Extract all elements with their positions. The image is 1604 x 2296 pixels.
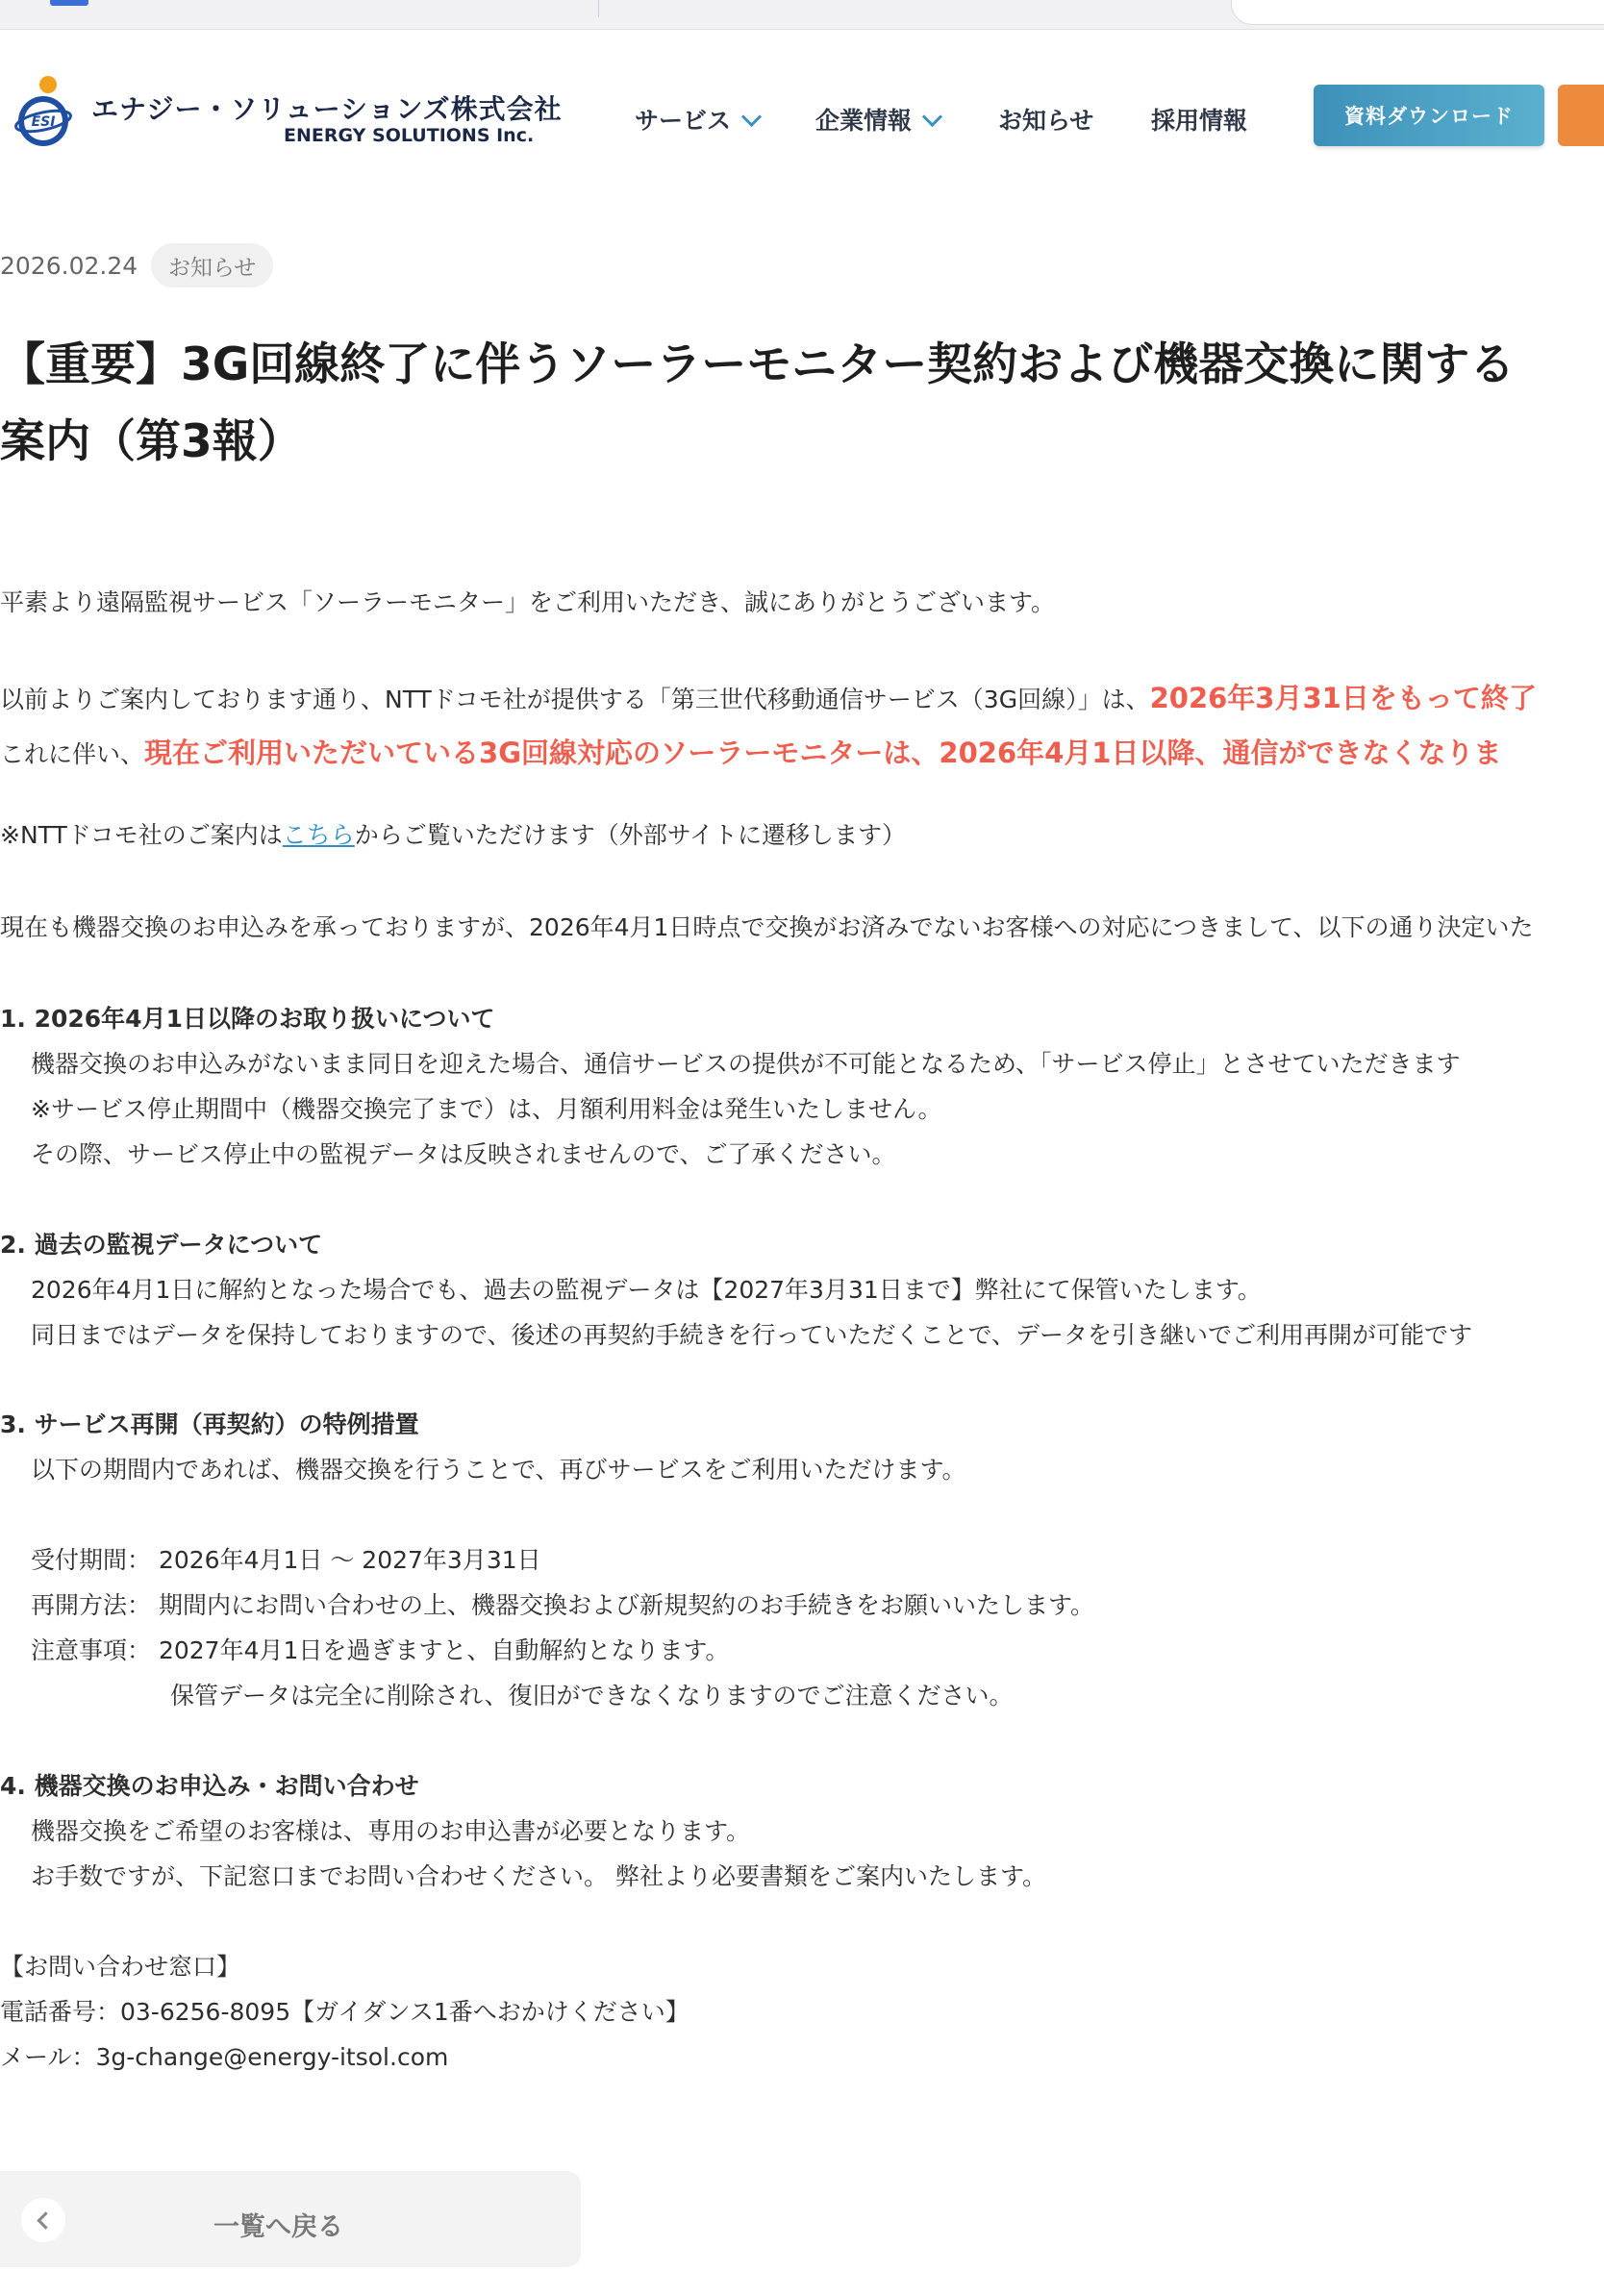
docomo-info-link[interactable]: こちら bbox=[282, 821, 355, 849]
text: 以前よりご案内しております通り、NTTドコモ社が提供する「第三世代移動通信サービス（3G回線）」は、 bbox=[0, 686, 1150, 713]
section-heading: 4. 機器交換のお申込み・お問い合わせ bbox=[0, 1772, 419, 1800]
field-value: 保管データは完全に削除され、復旧ができなくなりますのでご注意ください。 bbox=[170, 1682, 1014, 1710]
text: からご覧いただけます（外部サイトに遷移します） bbox=[354, 821, 907, 849]
nav-label: お知らせ bbox=[998, 107, 1094, 135]
field-label: 再開方法： bbox=[31, 1591, 152, 1619]
nav-label: サービス bbox=[635, 107, 732, 135]
download-materials-button[interactable]: 資料ダウンロード bbox=[1314, 85, 1544, 146]
chevron-down-icon bbox=[922, 106, 942, 126]
browser-tab-strip bbox=[0, 0, 1604, 30]
field-label: 受付期間： bbox=[31, 1546, 152, 1574]
nav-label: 採用情報 bbox=[1151, 107, 1248, 135]
paragraph bbox=[0, 820, 906, 851]
back-arrow-icon bbox=[21, 2198, 65, 2242]
active-tab-indicator[interactable] bbox=[50, 0, 88, 6]
highlight-text: 2026年3月31日をもって終了 bbox=[1149, 682, 1537, 714]
section-text: その際、サービス停止中の監視データは反映されませんので、ご了承ください。 bbox=[31, 1140, 896, 1168]
contact-button[interactable] bbox=[1558, 85, 1604, 146]
chevron-down-icon bbox=[741, 106, 762, 126]
section-text: 同日まではデータを保持しておりますので、後述の再契約手続きを行っていただくことで、データを引き継いでご利用再開が可能です bbox=[31, 1321, 1473, 1349]
paragraph: 現在も機器交換のお申込みを承っておりますが、2026年4月1日時点で交換がお済みでないお客様への対応につきまして、以下の通り決定いた bbox=[0, 913, 1534, 941]
title-line: 案内（第3報） bbox=[0, 415, 303, 468]
text: ※NTTドコモ社のご案内は bbox=[0, 821, 283, 849]
section-text: 2026年4月1日に解約となった場合でも、過去の監視データは【2027年3月31日まで】弊社にて保管いたします。 bbox=[31, 1276, 1262, 1304]
nav-item-services[interactable] bbox=[635, 102, 759, 137]
nav-item-company[interactable] bbox=[815, 102, 940, 137]
paragraph: 平素より遠隔監視サービス「ソーラーモニター」をご利用いただき、誠にありがとうございます。 bbox=[0, 588, 1056, 616]
contact-heading: 【お問い合わせ窓口】 bbox=[0, 1953, 241, 1981]
contact-email: メール：3g-change@energy-itsol.com bbox=[0, 2043, 449, 2071]
contact-phone: 電話番号：03-6256-8095【ガイダンス1番へおかけください】 bbox=[0, 1998, 689, 2026]
category-label: お知らせ bbox=[168, 255, 257, 281]
tab-divider bbox=[598, 0, 599, 17]
svg-text:ESI: ESI bbox=[31, 114, 56, 130]
section-text: 機器交換をご希望のお客様は、専用のお申込書が必要となります。 bbox=[31, 1817, 751, 1845]
section-heading: 2. 過去の監視データについて bbox=[0, 1231, 323, 1259]
section-heading: 1. 2026年4月1日以降のお取り扱いについて bbox=[0, 1005, 495, 1033]
nav-label: 企業情報 bbox=[815, 107, 913, 135]
label-row bbox=[31, 1590, 1094, 1621]
field-value: 2026年4月1日 〜 2027年3月31日 bbox=[158, 1546, 541, 1574]
page-title bbox=[0, 327, 1604, 481]
field-value: 期間内にお問い合わせの上、機器交換および新規契約のお手続きをお願いいたします。 bbox=[158, 1591, 1094, 1619]
paragraph bbox=[0, 683, 1537, 715]
company-name-jp[interactable]: エナジー・ソリューションズ株式会社 bbox=[91, 93, 563, 125]
nav-item-recruit[interactable] bbox=[1151, 102, 1247, 137]
label-row bbox=[31, 1545, 541, 1576]
highlight-text: 現在ご利用いただいている3G回線対応のソーラーモニターは、2026年4月1日以降、通信ができなくなりま bbox=[144, 736, 1502, 769]
site-header bbox=[0, 29, 1604, 183]
title-line: 【重要】3G回線終了に伴うソーラーモニター契約および機器交換に関する bbox=[0, 338, 1516, 391]
section-text: 機器交換のお申込みがないまま同日を迎えた場合、通信サービスの提供が不可能となるため、「サービス停止」とさせていただきます bbox=[31, 1050, 1461, 1078]
back-to-list-button[interactable] bbox=[0, 2171, 581, 2267]
category-badge[interactable] bbox=[151, 243, 273, 287]
text: これに伴い、 bbox=[0, 740, 145, 768]
section-text: お手数ですが、下記窓口までお問い合わせください。 弊社より必要書類をご案内いたします。 bbox=[31, 1862, 1046, 1890]
company-logo-icon[interactable] bbox=[12, 75, 75, 152]
label-row bbox=[31, 1635, 729, 1666]
company-name-en[interactable]: ENERGY SOLUTIONS Inc. bbox=[284, 125, 535, 146]
browser-toolbar-pill[interactable] bbox=[1231, 0, 1604, 25]
paragraph bbox=[0, 737, 1502, 770]
section-heading: 3. サービス再開（再契約）の特例措置 bbox=[0, 1410, 419, 1438]
section-text: ※サービス停止期間中（機器交換完了まで）は、月額利用料金は発生いたしません。 bbox=[31, 1095, 942, 1123]
section-text: 以下の期間内であれば、機器交換を行うことで、再びサービスをご利用いただけます。 bbox=[31, 1456, 966, 1484]
field-label: 注意事項： bbox=[31, 1636, 152, 1664]
nav-item-news[interactable] bbox=[998, 102, 1093, 137]
field-value: 2027年4月1日を過ぎますと、自動解約となります。 bbox=[158, 1636, 730, 1664]
back-label: 一覧へ戻る bbox=[213, 2212, 343, 2242]
post-date: 2026.02.24 bbox=[0, 252, 138, 280]
